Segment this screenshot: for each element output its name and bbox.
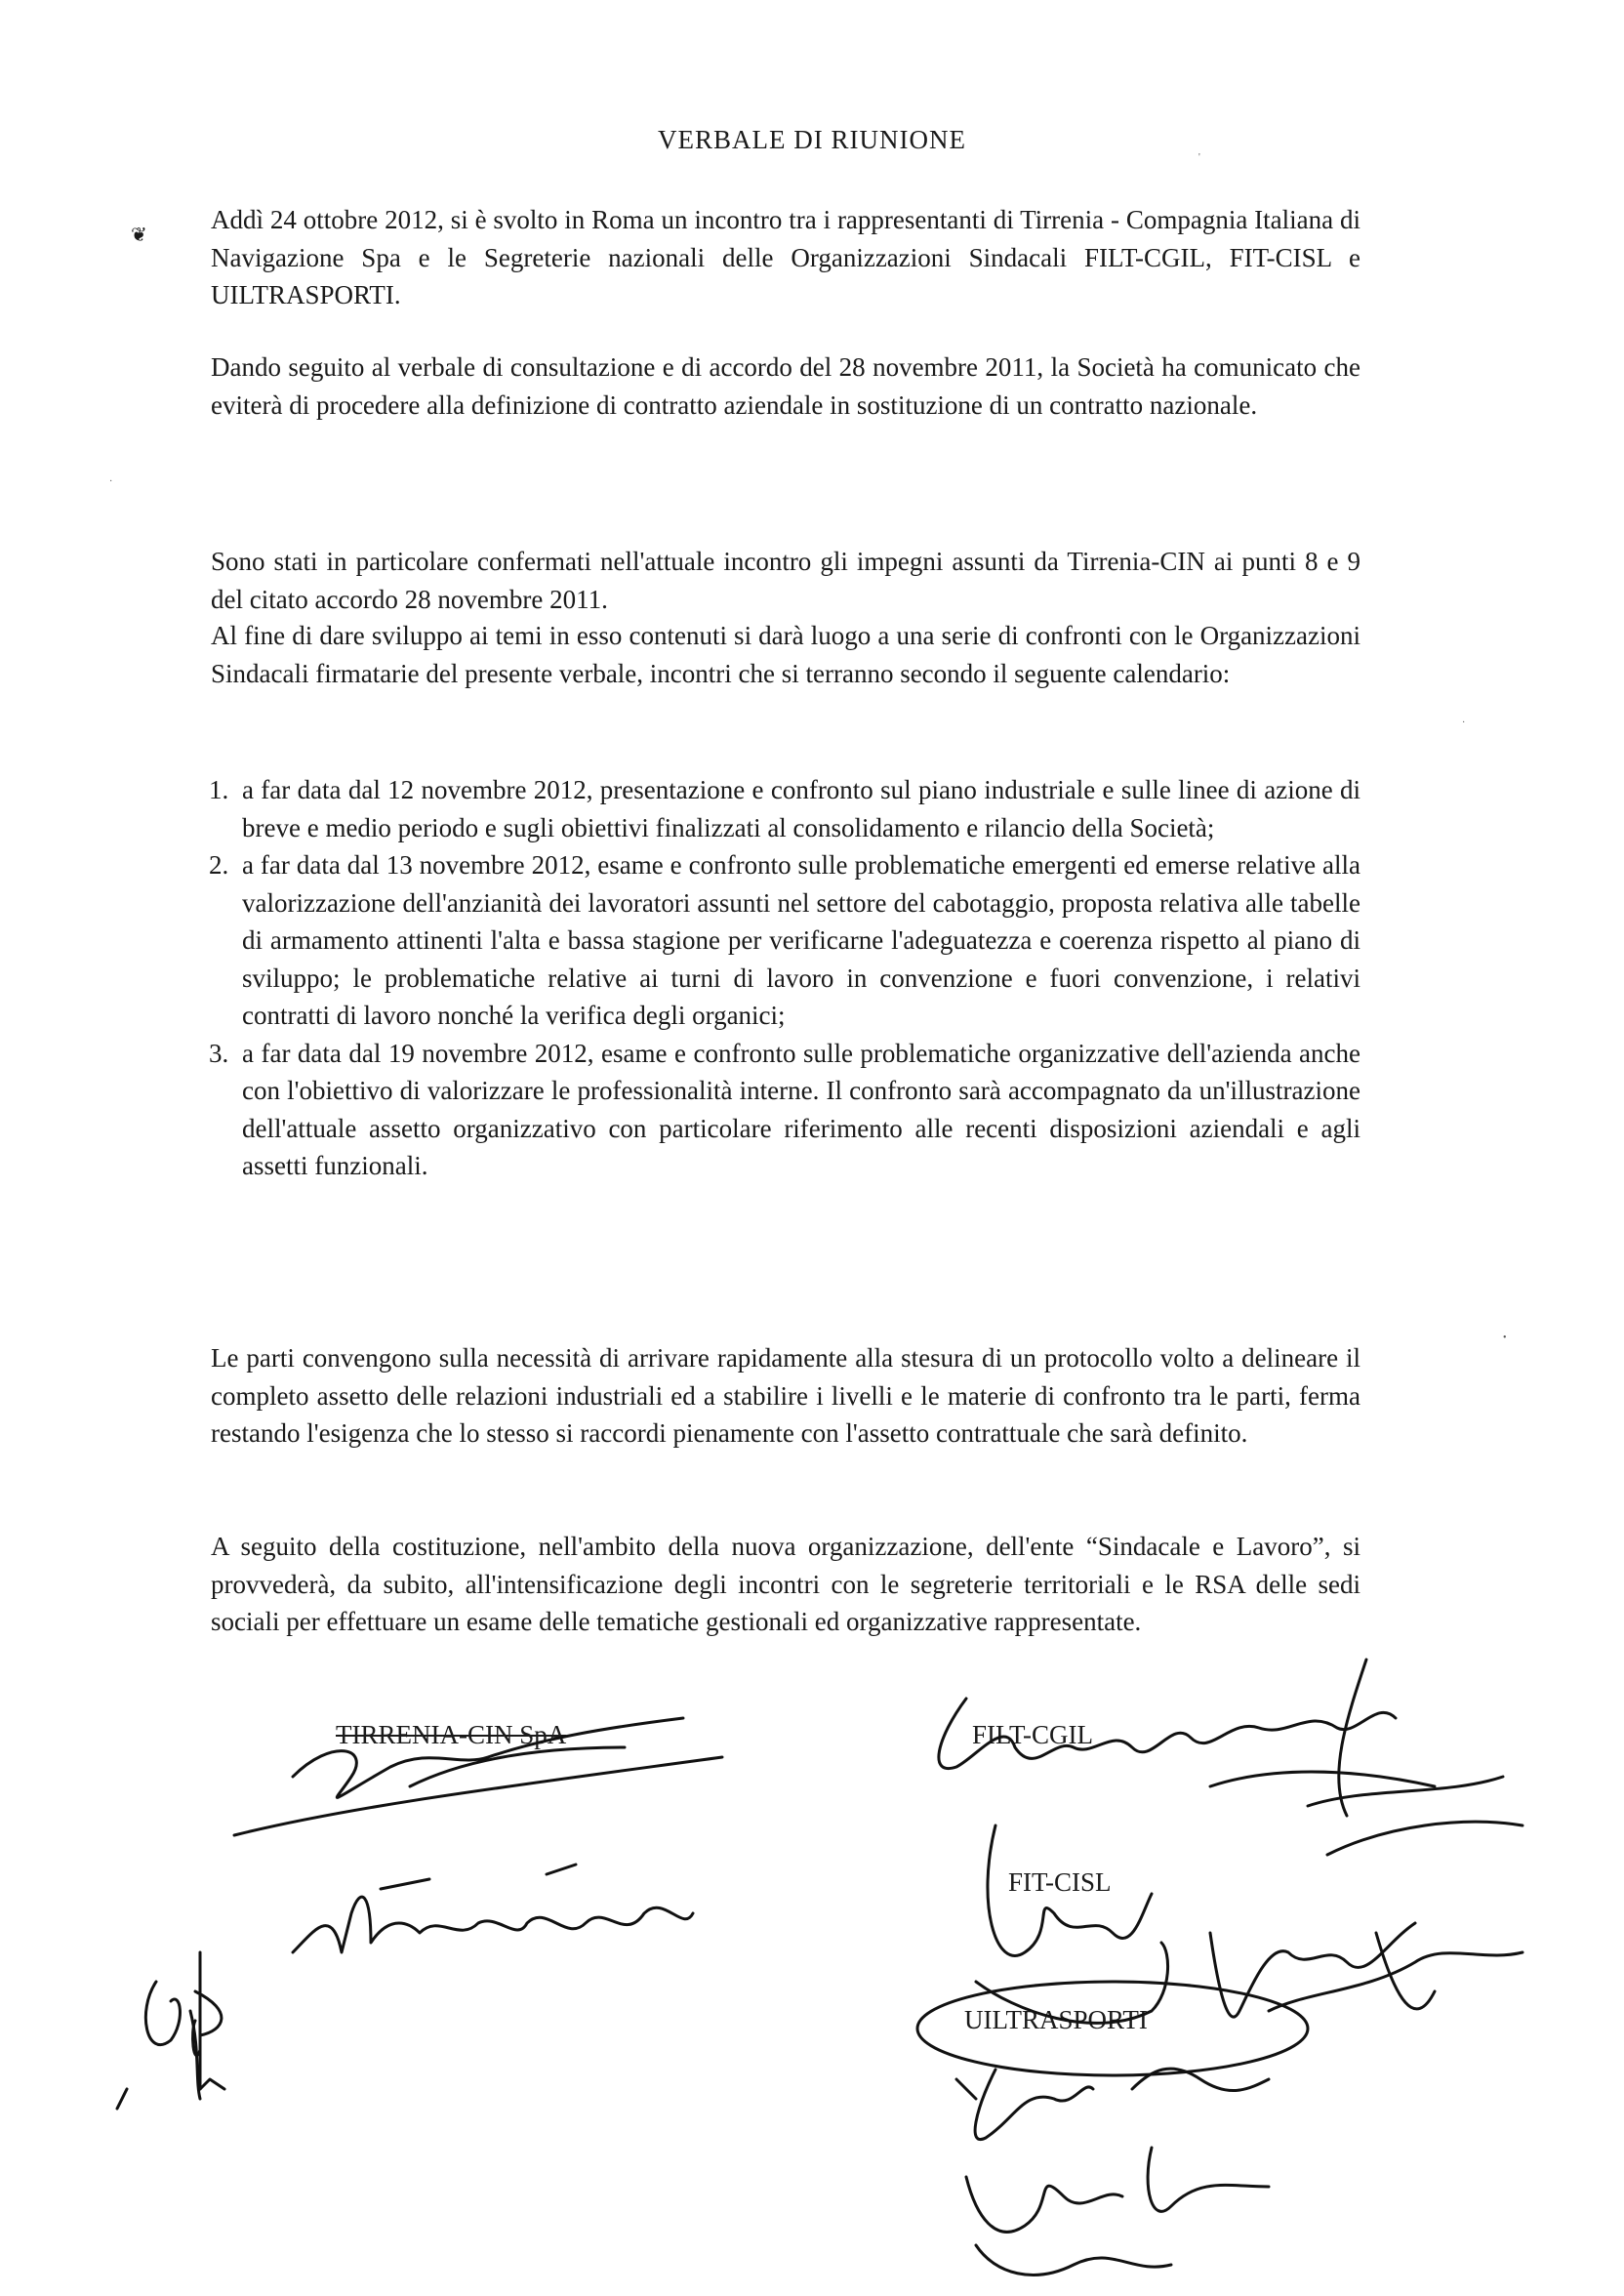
signatory-fit-cisl: FIT-CISL [1008, 1867, 1112, 1897]
scan-speck: · [109, 476, 113, 487]
paragraph-follow-up: Dando seguito al verbale di consultazione e di accordo del 28 novembre 2011, la Società ha comunicato che eviterà di procedere alla definizione di contratto aziendale in sostituzione di un contratto nazionale. [211, 352, 1360, 420]
paragraph-calendar-intro: Al fine di dare sviluppo ai temi in esso contenuti si darà luogo a una serie di confronti con le Organizzazioni Sindacali firmatarie del presente verbale, incontri che si terranno secondo il seguente calendario: [211, 621, 1360, 688]
signatory-uiltrasporti: UILTRASPORTI [964, 2005, 1148, 2034]
paragraph-intro: Addì 24 ottobre 2012, si è svolto in Roma un incontro tra i rappresentanti di Tirrenia - Compagnia Italiana di Navigazione Spa e le Segreterie nazionali delle Organizzazioni Sindacali FILT-CGIL, FIT-CISL e UILTRASPORTI. [211, 205, 1360, 309]
signatory-filt-cgil: FILT-CGIL [972, 1720, 1094, 1749]
list-item-text: a far data dal 12 novembre 2012, presentazione e confronto sul piano industriale e sulle linee di azione di breve e medio periodo e sugli obiettivi finalizzati al consolidamento e rilancio della Società; [242, 775, 1360, 842]
paragraph-commitments: Sono stati in particolare confermati nell'attuale incontro gli impegni assunti da Tirrenia-CIN ai punti 8 e 9 del citato accordo 28 novembre 2011. [211, 547, 1360, 614]
scan-speck: · [1462, 718, 1466, 728]
document-title: VERBALE DI RIUNIONE [658, 125, 966, 154]
calendar-list [211, 771, 1360, 1185]
fit-cisl-signature-2 [1210, 1923, 1522, 2017]
list-item-number: 3. [209, 1038, 229, 1068]
initials-signature-1 [117, 1952, 222, 2109]
fit-cisl-signature [976, 1825, 1168, 2023]
list-item-text: a far data dal 19 novembre 2012, esame e confronto sulle problematiche organizzative dell'azienda anche con l'obiettivo di valorizzare le professionalità interne. Il confronto sarà accompagnato da un'illustrazione dell'attuale assetto organizzativo con particolare riferimento alle recenti disposizioni aziendali e agli assetti funzionali. [242, 1038, 1360, 1180]
list-item-text: a far data dal 13 novembre 2012, esame e confronto sulle problematiche emergenti ed emerse relative alla valorizzazione dell'anzianità dei lavoratori assunti nel settore del cabotaggio, proposta relativa alle tabelle di armamento attinenti l'alta e bassa stagione per verificarne l'adeguatezza e coerenza rispetto al piano di sviluppo; le problematiche relative ai turni di lavoro in convenzione e fuori convenzione, i relativi contratti di lavoro nonché la verifica degli organici; [242, 850, 1360, 1030]
paragraph-protocol: Le parti convengono sulla necessità di arrivare rapidamente alla stesura di un protocollo volto a delineare il completo assetto delle relazioni industriali ed a stabilire i livelli e le materie di confronto tra le parti, ferma restando l'esigenza che lo stesso si raccordi pienamente con l'assetto contrattuale che sarà definito. [211, 1343, 1360, 1448]
list-item-number: 1. [209, 775, 229, 804]
list-item [211, 1035, 1360, 1185]
scan-speck: ' [1198, 152, 1200, 163]
initials-signature-2 [193, 2021, 224, 2089]
list-item [211, 771, 1360, 846]
margin-mark: ❦ [131, 225, 147, 246]
uiltrasporti-signature-1 [956, 2069, 1269, 2139]
manager-signature [293, 1865, 693, 1952]
list-item [211, 846, 1360, 1035]
list-item-number: 2. [209, 850, 229, 880]
filt-cgil-signature-2 [1308, 1777, 1522, 1855]
scan-speck: • [1503, 1332, 1507, 1343]
paragraph-closing: A seguito della costituzione, nell'ambito della nuova organizzazione, dell'ente “Sindacale e Lavoro”, si provvederà, da subito, all'intensificazione degli incontri con le segreterie territoriali e le RSA delle sedi sociali per effettuare un esame delle tematiche gestionali ed organizzative rappresentate. [211, 1532, 1360, 1636]
signatory-company: TIRRENIA-CIN SpA [336, 1720, 567, 1749]
uiltrasporti-signature-2 [966, 2148, 1269, 2275]
